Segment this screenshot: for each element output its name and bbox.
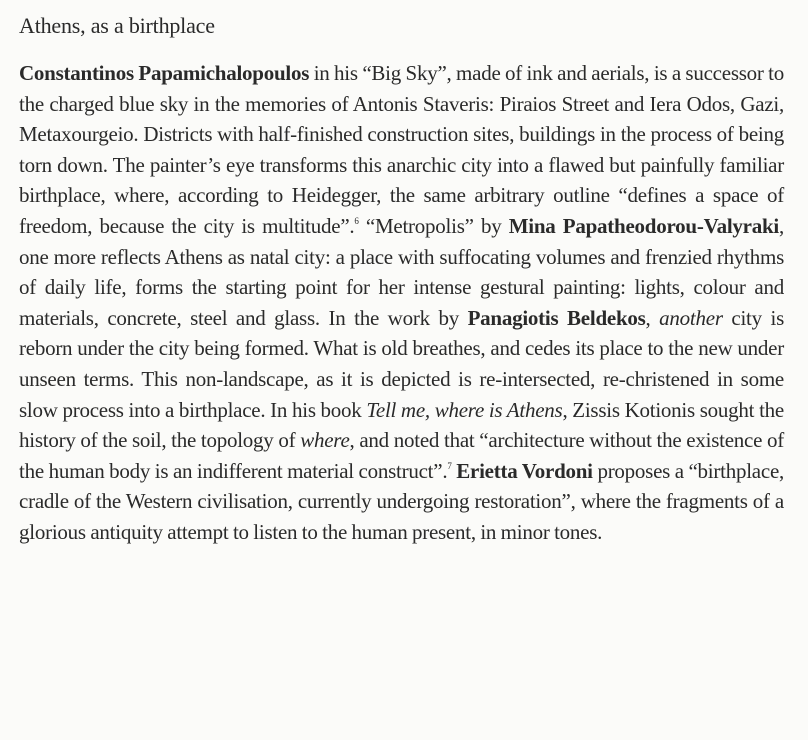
book-title: Tell me, where is Athens [366,397,563,422]
artist-name: Panagiotis Beldekos [467,305,646,330]
emphasis-text: another [659,305,723,330]
body-text: , and noted that “architecture without the existence of the human body is an indifferent material construct”. [19,428,784,483]
body-text: proposes a “birthplace, cradle of the Western civilisation, currently undergoing restoration”, where the fragments of a glorious antiquity attempt to listen to the human present, in minor tones. [19,458,785,544]
section-heading: Athens, as a birthplace [19,13,215,38]
body-paragraph [19,58,784,548]
body-text: , [645,305,660,330]
body-text: “Metropolis” by [358,213,509,238]
artist-name: Constantinos Papamichalopoulos [19,61,310,85]
artist-name: Mina Papatheodorou-Valyraki [508,213,779,238]
body-text: in his “Big Sky”, made of ink and aerials, is a successor to the charged blue sky in the memories of Antonis Staveris: Piraios Street and Iera Odos, Gazi, Metaxourgeio. Districts with half-finished construction sites, buildings in the process of being torn down. The painter’s eye transforms this anarchic city into a flawed but painfully familiar birthplace, where, according to Heidegger, the same arbitrary outline “defines a space of freedom, because the city is multitude”. [19,61,785,238]
body-text: city is reborn under the city being formed. What is old breathes, and cedes its place to the new under unseen terms. This non-landscape, as it is depicted is re-intersected, re-christened in some slow process into a birthplace. In his book [19,305,784,422]
emphasis-text: where [300,428,350,453]
footnote-marker: 7 [447,460,452,471]
body-text: , Zissis Kotionis sought the history of the soil, the topology of [19,397,784,453]
artist-name: Erietta Vordoni [456,458,593,483]
body-text: , one more reflects Athens as natal city: a place with suffocating volumes and frenzied rhythms of daily life, forms the starting point for her intense gestural painting: lights, colour and materials, concrete, steel and glass. In the work by [19,213,784,330]
footnote-marker: 6 [354,215,359,226]
